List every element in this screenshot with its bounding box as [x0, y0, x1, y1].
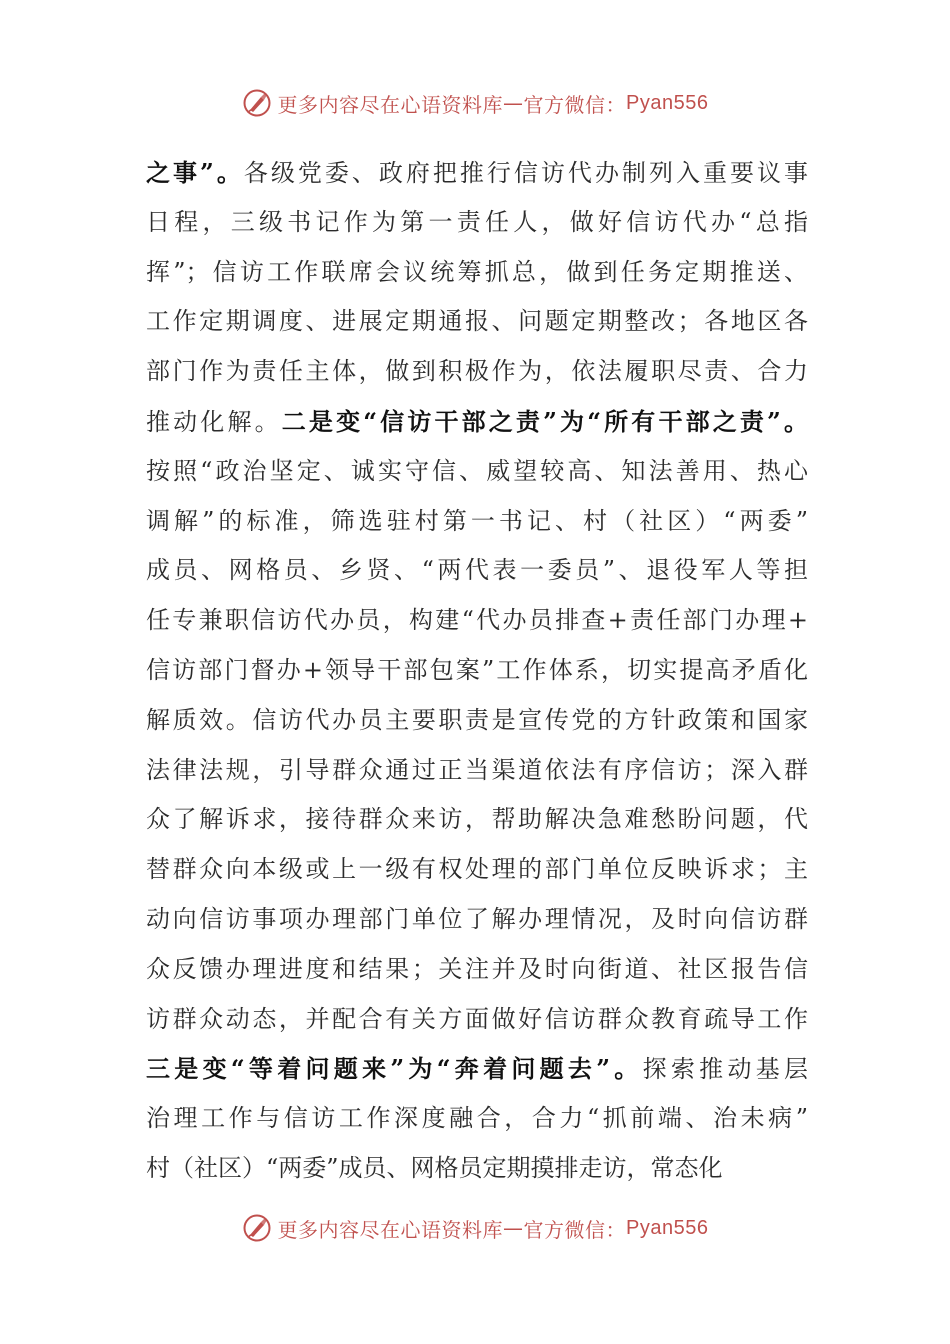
text-line [146, 397, 808, 447]
text-segment: 探索推动基层 [642, 1055, 809, 1084]
text-segment: 日程，三级书记作为第一责任人，做好信访代办“总指 [146, 207, 808, 236]
text-line [146, 696, 808, 746]
text-line [146, 248, 808, 298]
header-watermark [0, 88, 950, 118]
text-line [146, 646, 808, 696]
text-line [146, 795, 808, 845]
text-segment: 各级党委、政府把推行信访代办制列入重要议事 [243, 159, 808, 187]
bold-text-segment: 之事”。 [146, 158, 244, 187]
bold-text-segment: 三是变“等着问题来”为“奔着问题去”。 [146, 1054, 643, 1084]
pen-nib-logo-icon [242, 88, 272, 118]
text-segment: 众反馈办理进度和结果；关注并及时向街道、社区报告信 [146, 954, 808, 983]
watermark-wechat-id: Pyan556 [626, 1216, 709, 1239]
text-line [146, 1094, 808, 1144]
text-line [146, 895, 808, 945]
text-line [146, 297, 808, 347]
text-segment: 法律法规，引导群众通过正当渠道依法有序信访；深入群 [146, 755, 808, 784]
pen-nib-logo-icon [242, 1213, 272, 1243]
text-segment: 任专兼职信访代办员，构建“代办员排查+责任部门办理+ [146, 606, 808, 635]
text-line [146, 148, 808, 198]
footer-watermark [0, 1213, 950, 1243]
text-segment: 解质效。信访代办员主要职责是宣传党的方针政策和国家 [146, 705, 808, 734]
text-segment: 村（社区）“两委”成员、网格员定期摸排走访，常态化 [146, 1153, 723, 1182]
text-segment: 挥”；信访工作联席会议统筹抓总，做到任务定期推送、 [146, 257, 808, 286]
text-segment: 成员、网格员、乡贤、“两代表一委员”、退役军人等担 [146, 556, 808, 585]
text-segment: 访群众动态，并配合有关方面做好信访群众教育疏导工作 [146, 1004, 808, 1033]
text-segment: 治理工作与信访工作深度融合，合力“抓前端、治未病” [146, 1104, 808, 1133]
text-segment: 工作定期调度、进展定期通报、问题定期整改；各地区各 [146, 307, 808, 336]
text-line [146, 845, 808, 895]
text-segment: 调解”的标准，筛选驻村第一书记、村（社区）“两委” [146, 506, 808, 535]
watermark-brand: 更多内容尽在心语资料库 [277, 1217, 504, 1242]
text-line [146, 546, 808, 596]
text-line [146, 1144, 808, 1194]
watermark-wechat-id: Pyan556 [626, 91, 709, 114]
watermark-wechat-label: 官方微信： [523, 1217, 627, 1242]
text-segment: 替群众向本级或上一级有权处理的部门单位反映诉求；主 [146, 855, 808, 884]
text-line [146, 596, 808, 646]
watermark-brand: 更多内容尽在心语资料库 [277, 92, 504, 117]
text-line [146, 198, 808, 248]
watermark-wechat-label: 官方微信： [523, 92, 627, 117]
watermark-separator: — [503, 1216, 524, 1240]
text-line [146, 1044, 808, 1094]
text-segment: 动向信访事项办理部门单位了解办理情况，及时向信访群 [146, 904, 808, 933]
text-segment: 部门作为责任主体，做到积极作为，依法履职尽责、合力 [146, 357, 808, 386]
text-segment: 推动化解。 [146, 407, 282, 436]
text-segment: 众了解诉求，接待群众来访，帮助解决急难愁盼问题，代 [146, 805, 808, 834]
text-segment: 按照“政治坚定、诚实守信、威望较高、知法善用、热心 [146, 456, 808, 485]
bold-text-segment: 二是变“信访干部之责”为“所有干部之责”。 [281, 406, 809, 436]
text-line [146, 746, 808, 796]
document-body [146, 148, 808, 1194]
watermark-separator: — [503, 91, 524, 115]
text-line [146, 447, 808, 497]
text-line [146, 497, 808, 547]
text-segment: 信访部门督办+领导干部包案”工作体系，切实提高矛盾化 [146, 655, 808, 684]
text-line [146, 945, 808, 995]
text-line [146, 347, 808, 397]
text-line [146, 995, 808, 1045]
